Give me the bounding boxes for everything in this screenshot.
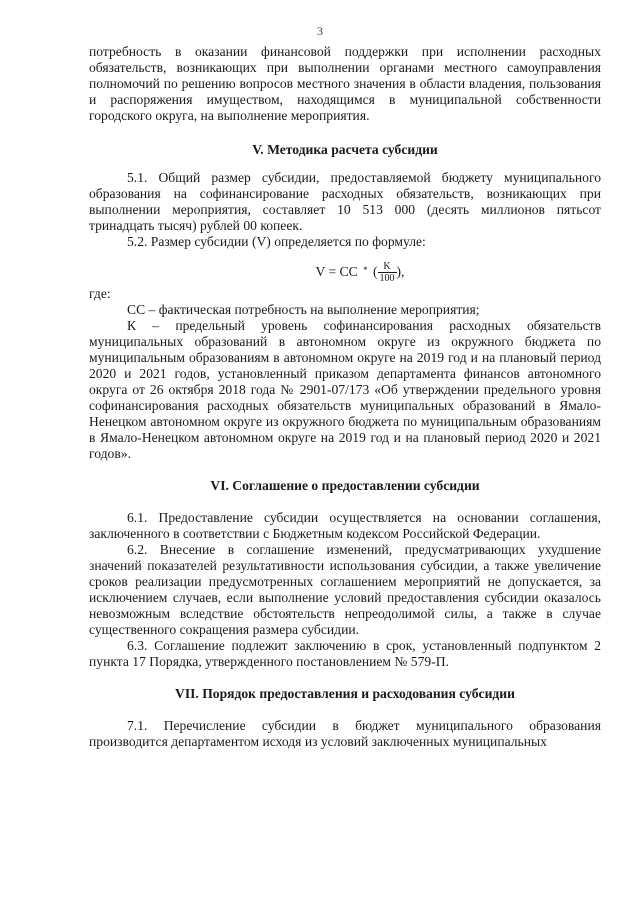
section-7-title: VII. Порядок предоставления и расходования субсидии xyxy=(175,686,515,701)
subsidy-formula xyxy=(89,254,601,286)
definition-cc: СС – фактическая потребность на выполнение мероприятия; xyxy=(127,302,480,317)
clause-6-1: 6.1. Предоставление субсидии осуществляется на основании соглашения, заключенного в соответствии с Бюджетным кодексом Российской Федерации. xyxy=(89,510,601,541)
formula-open-paren: ( xyxy=(373,264,378,279)
document-body xyxy=(89,44,601,750)
fraction-denominator: 100 xyxy=(379,273,395,285)
clause-5-1: 5.1. Общий размер субсидии, предоставляемой бюджету муниципального образования на софинансирование расходных обязательств, возникающих при выполнении мероприятия, составляет 10 513 000 (десять миллионов пятьсот тринадцать тысяч) рублей 00 копеек. xyxy=(89,170,601,233)
formula-fraction xyxy=(378,261,397,284)
section-5-title: V. Методика расчета субсидии xyxy=(252,142,438,157)
where-label: где: xyxy=(89,286,111,301)
clause-7-1: 7.1. Перечисление субсидии в бюджет муниципального образования производится департаментом исходя из условий заключенных муниципальных xyxy=(89,718,601,749)
formula-multiply: * xyxy=(363,265,368,275)
clause-5-2: 5.2. Размер субсидии (V) определяется по формуле: xyxy=(127,234,426,249)
page-number: 3 xyxy=(317,24,323,38)
clause-6-2: 6.2. Внесение в соглашение изменений, предусматривающих ухудшение значений показателей результативности использования субсидии, а также увеличение сроков реализации предусмотренных соглашением мероприятий не допускается, за исключением случаев, если выполнение условий предоставления субсидии оказалось невозможным вследствие обстоятельств непреодолимой силы, а также в случае существенного сокращения размера субсидии. xyxy=(89,542,601,637)
clause-6-3: 6.3. Соглашение подлежит заключению в срок, установленный подпунктом 2 пункта 17 Порядка, утвержденного постановлением № 579-П. xyxy=(89,638,601,669)
section-6-title: VI. Соглашение о предоставлении субсидии xyxy=(210,478,480,493)
fraction-numerator: K xyxy=(378,261,397,273)
intro-paragraph: потребность в оказании финансовой поддержки при исполнении расходных обязательств, возникающих при выполнении органами местного самоуправления полномочий по решению вопросов местного значения в области владения, пользования и распоряжения имуществом, находящимся в муниципальной собственности городского округа, на выполнение мероприятия. xyxy=(89,44,601,123)
definition-k: К – предельный уровень софинансирования расходных обязательств муниципальных образований в автономном округе из окружного бюджета по муниципальным образованиям в автономном округе на 2019 год и на плановый период 2020 и 2021 годов, установленный приказом департамента финансов автономного округа от 26 октября 2018 года № 2901-07/173 «Об утверждении предельного уровня софинансирования расходных обязательств муниципальных образований в Ямало-Ненецком автономном округе из окружного бюджета по муниципальным образованиям в Ямало-Ненецком автономном округе на 2019 год и на плановый период 2020 и 2021 годов». xyxy=(89,318,601,461)
formula-lhs: V = CC xyxy=(315,264,358,279)
formula-close-paren: ), xyxy=(396,264,405,279)
